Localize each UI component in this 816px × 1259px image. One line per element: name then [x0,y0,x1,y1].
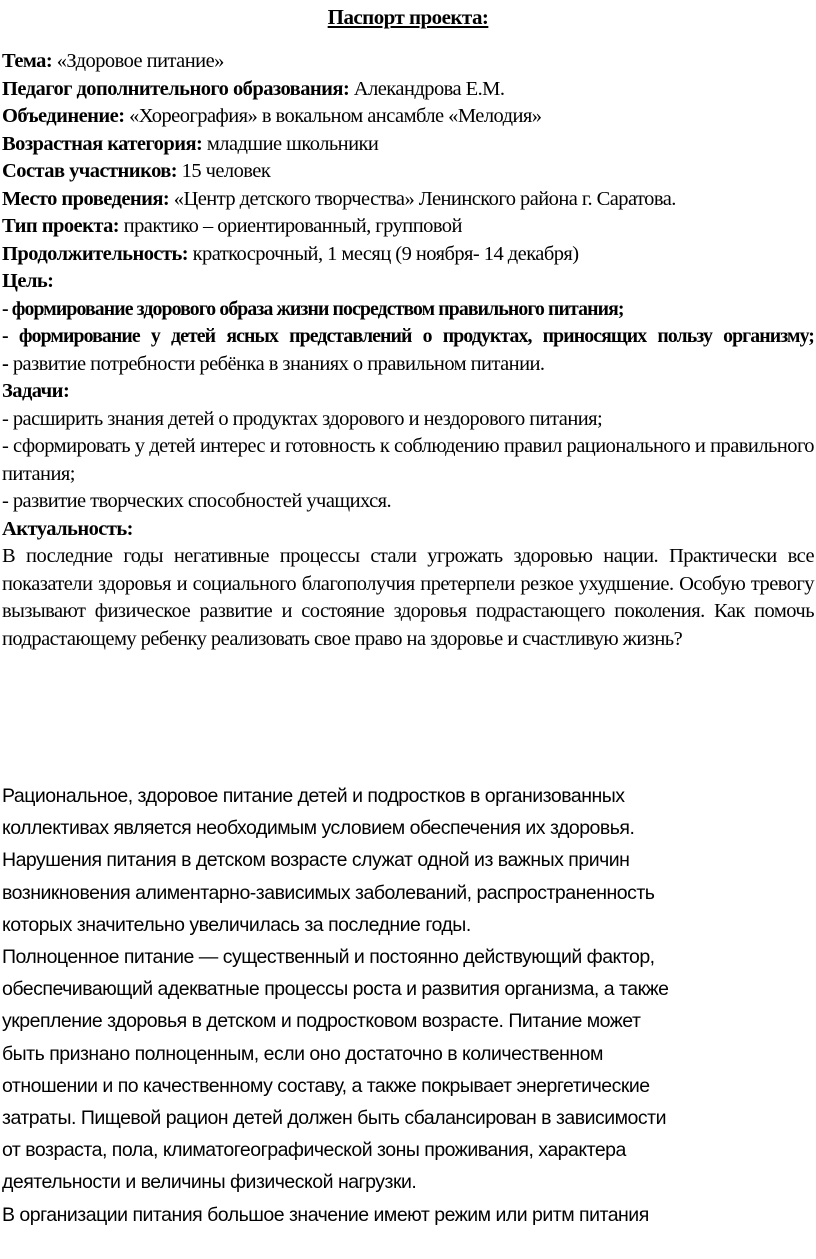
tasks-heading: Задачи: [2,380,70,402]
body-line: затраты. Пищевой рацион детей должен быть сбалансирован в зависимости [2,1107,666,1130]
field-age-category [2,131,814,159]
field-duration [2,241,814,269]
body-line: обеспечивающий адекватные процессы роста и развития организма, а также [2,978,669,1001]
field-label: Возрастная категория: [2,132,203,155]
relevance-heading: Актуальность: [2,517,133,540]
body-line: коллективах является необходимым условием обеспечения их здоровья. [2,817,635,840]
field-value: «Здоровое питание» [52,50,224,72]
task-item: - расширить знания детей о продуктах здорового и нездорового питания; [2,407,603,430]
field-label: Продолжительность: [2,242,189,265]
body-line: Нарушения питания в детском возрасте служат одной из важных причин [2,849,630,872]
field-association [2,103,814,131]
passport-section [2,48,814,653]
field-participants [2,158,814,186]
field-project-type [2,213,814,241]
field-value: младшие школьники [202,132,379,155]
field-location [2,186,772,214]
field-label: Объединение: [2,105,125,127]
field-value: «Центр детского творчества» Ленинского района г. Саратова. [169,187,676,210]
body-line: отношении и по качественному составу, а также покрывает энергетические [2,1074,650,1097]
goal-item-text: развитие потребности ребёнка в знаниях о правильном питании. [8,352,545,375]
field-teacher [2,76,814,104]
body-line: Полноценное питание — существенный и постоянно действующий фактор, [2,946,655,969]
goal-heading: Цель: [2,270,54,292]
body-text [2,780,814,1231]
field-value: краткосрочный, 1 месяц (9 ноября- 14 декабря) [188,242,579,265]
body-line: Рациональное, здоровое питание детей и подростков в организованных [2,785,625,807]
body-line: возникновения алиментарно-зависимых заболеваний, распространенность [2,881,655,904]
field-value: практико – ориентированный, групповой [119,215,462,237]
body-line: быть признано полноценным, если оно достаточно в количественном [2,1042,603,1065]
field-label: Состав участников: [2,160,178,182]
goal-item: - формирование у детей ясных представлений о продуктах, приносящих пользу организму; [2,325,814,347]
field-label: Тема: [2,50,53,72]
body-line: укрепление здоровья в детском и подростковом возрасте. Питание может [2,1010,641,1033]
goal-item [2,351,814,379]
field-value: 15 человек [177,160,271,182]
goal-item: - формирование здорового образа жизни посредством правильного питания; [2,297,624,320]
field-label: Тип проекта: [2,215,120,237]
goal-item-dash: - [2,352,9,375]
body-line: от возраста, пола, климатогеографической зоны проживания, характера [2,1139,626,1162]
field-value: Алекандрова Е.М. [349,77,505,100]
body-line: которых значительно увеличилась за последние годы. [2,913,471,936]
relevance-paragraph: В последние годы негативные процессы стали угрожать здоровью нации. Практически все показатели здоровья и социального благополучия претерпели резкое ухудшение. Особую тревогу вызывают физическое развитие и состояние здоровья подрастающего поколения. Как помочь подрастающему ребенку реализовать свое право на здоровье и счастливую жизнь? [2,545,814,650]
body-line: В организации питания большое значение имеют режим или ритм питания [2,1203,649,1226]
field-topic [2,48,814,76]
field-label: Место проведения: [2,187,170,210]
field-label: Педагог дополнительного образования: [2,77,350,100]
field-value: «Хореография» в вокальном ансамбле «Мелодия» [124,105,542,127]
document-title: Паспорт проекта: [327,5,489,29]
task-item: - развитие творческих способностей учащихся. [2,490,392,512]
body-line: деятельности и величины физической нагрузки. [2,1171,417,1194]
task-item: - сформировать у детей интерес и готовность к соблюдению правил рационального и правильного питания; [2,435,814,485]
